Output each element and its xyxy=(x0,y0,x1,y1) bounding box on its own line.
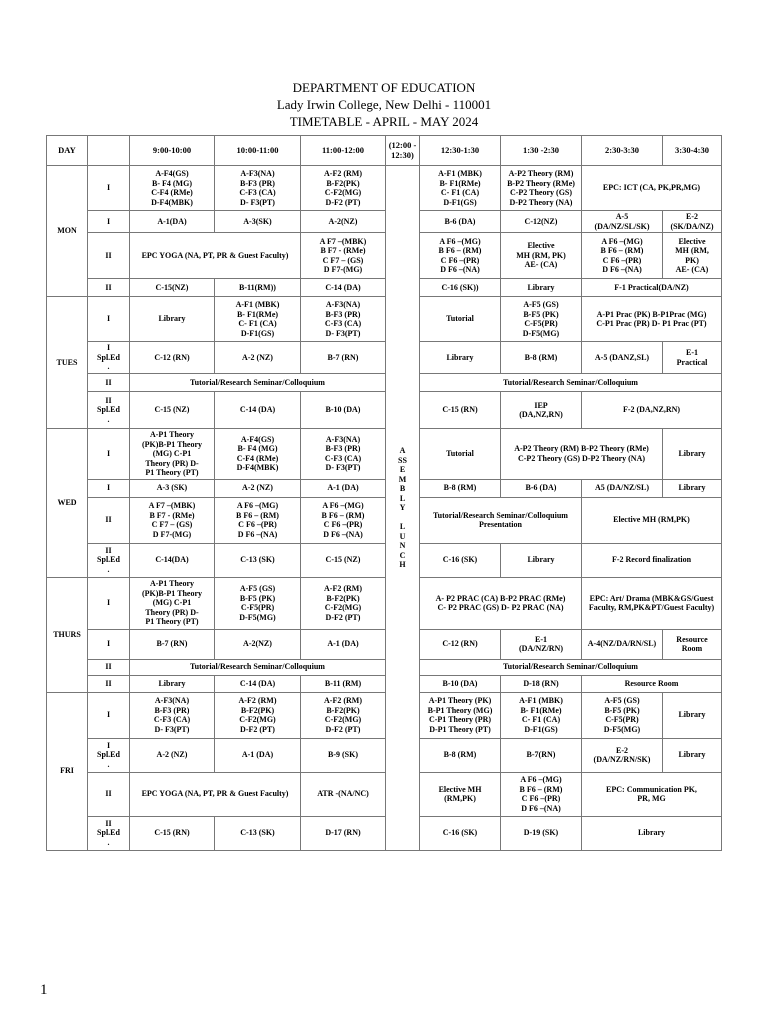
cell: F-2 Record finalization xyxy=(582,543,722,577)
sem-label: I xyxy=(88,429,130,480)
cell: D-19 (SK) xyxy=(501,816,582,850)
table-row xyxy=(47,675,722,692)
cell: A-F1 (MBK) B- F1(RMe) C- F1 (CA) D-F1(GS) xyxy=(501,692,582,738)
cell: A-3(SK) xyxy=(215,211,301,233)
col-230-330: 2:30-3:30 xyxy=(582,136,663,166)
cell: Elective MH (RM, PK) AE- (CA) xyxy=(501,233,582,279)
table-row xyxy=(47,392,722,429)
table-row xyxy=(47,233,722,279)
cell: A F6 –(MG) B F6 – (RM) C F6 –(PR) D F6 –(NA) xyxy=(582,233,663,279)
cell: E-2 (SK/DA/NZ) xyxy=(663,211,722,233)
cell: Tutorial/Research Seminar/Colloquium xyxy=(420,659,722,675)
cell: Resource Room xyxy=(663,629,722,659)
table-row xyxy=(47,738,722,772)
cell: A-F3(NA) B-F3 (PR) C-F3 (CA) D- F3(PT) xyxy=(301,297,386,342)
cell: A-P1 Theory (PK)B-P1 Theory (MG) C-P1 Theory (PR) D- P1 Theory (PT) xyxy=(130,429,215,480)
cell: C-15 (NZ) xyxy=(130,392,215,429)
cell: A F6 –(MG) B F6 – (RM) C F6 –(PR) D F6 –(NA) xyxy=(301,497,386,543)
cell: A-2(NZ) xyxy=(301,211,386,233)
cell: A-F4(GS) B- F4 (MG) C-F4 (RMe) D-F4(MBK) xyxy=(130,166,215,211)
cell: A-F1 (MBK) B- F1(RMe) C- F1 (CA) D-F1(GS) xyxy=(420,166,501,211)
sem-label: II xyxy=(88,675,130,692)
cell: A- P2 PRAC (CA) B-P2 PRAC (RMe) C- P2 PRAC (GS) D- P2 PRAC (NA) xyxy=(420,577,582,629)
cell: A-F3(NA) B-F3 (PR) C-F3 (CA) D- F3(PT) xyxy=(301,429,386,480)
cell: B-8 (RM) xyxy=(501,342,582,374)
cell: B-10 (DA) xyxy=(420,675,501,692)
cell: C-15(NZ) xyxy=(130,279,215,297)
col-11-12: 11:00-12:00 xyxy=(301,136,386,166)
cell: A-F3(NA) B-F3 (PR) C-F3 (CA) D- F3(PT) xyxy=(215,166,301,211)
cell: A-F5 (GS) B-F5 (PK) C-F5(PR) D-F5(MG) xyxy=(582,692,663,738)
cell: A F6 –(MG) B F6 – (RM) C F6 –(PR) D F6 –(NA) xyxy=(501,772,582,816)
col-330-430: 3:30-4:30 xyxy=(663,136,722,166)
cell: B-8 (RM) xyxy=(420,479,501,497)
cell: A-1 (DA) xyxy=(215,738,301,772)
cell: F-2 (DA,NZ,RN) xyxy=(582,392,722,429)
cell: A-F1 (MBK) B- F1(RMe) C- F1 (CA) D-F1(GS) xyxy=(215,297,301,342)
cell: Elective MH (RM,PK) xyxy=(582,497,722,543)
cell: E-1 (DA/NZ/RN) xyxy=(501,629,582,659)
cell: C-15 (RN) xyxy=(420,392,501,429)
assembly-lunch-column: A SS E M B L Y L U N C H xyxy=(386,166,420,851)
cell: A-5 (DA/NZ/SL/SK) xyxy=(582,211,663,233)
cell: C-14(DA) xyxy=(130,543,215,577)
cell: B-6 (DA) xyxy=(501,479,582,497)
cell: B-7 (RN) xyxy=(301,342,386,374)
sem-label: I Spl.Ed . xyxy=(88,738,130,772)
cell: Library xyxy=(663,692,722,738)
cell: C-16 (SK) xyxy=(420,543,501,577)
table-row xyxy=(47,629,722,659)
cell: Tutorial/Research Seminar/Colloquium xyxy=(420,374,722,392)
sem-label: I Spl.Ed . xyxy=(88,342,130,374)
day-fri: FRI xyxy=(47,692,88,850)
table-row xyxy=(47,211,722,233)
table-row xyxy=(47,659,722,675)
cell: C-15 (RN) xyxy=(130,816,215,850)
cell: C-13 (SK) xyxy=(215,543,301,577)
sem-label: II xyxy=(88,659,130,675)
sem-label: I xyxy=(88,297,130,342)
cell: Elective MH (RM, PK) AE- (CA) xyxy=(663,233,722,279)
cell: Library xyxy=(420,342,501,374)
cell: A-F4(GS) B- F4 (MG) C-F4 (RMe) D-F4(MBK) xyxy=(215,429,301,480)
cell: B-11 (RM) xyxy=(301,675,386,692)
sem-label: I xyxy=(88,692,130,738)
cell: A F6 –(MG) B F6 – (RM) C F6 –(PR) D F6 –(NA) xyxy=(215,497,301,543)
timetable xyxy=(46,135,722,851)
table-row xyxy=(47,577,722,629)
cell: IEP (DA,NZ,RN) xyxy=(501,392,582,429)
cell: E-2 (DA/NZ/RN/SK) xyxy=(582,738,663,772)
sem-label: II xyxy=(88,374,130,392)
col-day: DAY xyxy=(47,136,88,166)
cell: A-2 (NZ) xyxy=(215,479,301,497)
col-9-10: 9:00-10:00 xyxy=(130,136,215,166)
cell: Tutorial/Research Seminar/Colloquium xyxy=(130,374,386,392)
cell: D-17 (RN) xyxy=(301,816,386,850)
col-12-1230: (12:00 - 12:30) xyxy=(386,136,420,166)
cell: D-18 (RN) xyxy=(501,675,582,692)
cell: A-1 (DA) xyxy=(301,629,386,659)
cell: B-7(RN) xyxy=(501,738,582,772)
cell: A-4(NZ/DA/RN/SL) xyxy=(582,629,663,659)
cell: A-P1 Theory (PK)B-P1 Theory (MG) C-P1 Theory (PR) D- P1 Theory (PT) xyxy=(130,577,215,629)
cell: C-12 (RN) xyxy=(130,342,215,374)
col-10-11: 10:00-11:00 xyxy=(215,136,301,166)
college-name: Lady Irwin College, New Delhi - 110001 xyxy=(276,97,492,112)
cell: A-1 (DA) xyxy=(301,479,386,497)
cell: C-14 (DA) xyxy=(215,392,301,429)
cell: A-P2 Theory (RM) B-P2 Theory (RMe) C-P2 Theory (GS) D-P2 Theory (NA) xyxy=(501,429,663,480)
table-row xyxy=(47,374,722,392)
cell: Library xyxy=(663,479,722,497)
cell: EPC YOGA (NA, PT, PR & Guest Faculty) xyxy=(130,233,301,279)
cell: E-1 Practical xyxy=(663,342,722,374)
cell: Library xyxy=(663,738,722,772)
cell: A-F5 (GS) B-F5 (PK) C-F5(PR) D-F5(MG) xyxy=(215,577,301,629)
timetable-title: TIMETABLE - APRIL - MAY 2024 xyxy=(289,114,479,129)
cell: A-F2 (RM) B-F2(PK) C-F2(MG) D-F2 (PT) xyxy=(301,692,386,738)
cell: C-14 (DA) xyxy=(215,675,301,692)
cell: A F6 –(MG) B F6 – (RM) C F6 –(PR) D F6 –(NA) xyxy=(420,233,501,279)
table-row xyxy=(47,692,722,738)
sem-label: II xyxy=(88,233,130,279)
col-sem xyxy=(88,136,130,166)
cell: A-5 (DANZ,SL) xyxy=(582,342,663,374)
table-row xyxy=(47,772,722,816)
cell: C-14 (DA) xyxy=(301,279,386,297)
sem-label: I xyxy=(88,166,130,211)
cell: F-1 Practical(DA/NZ) xyxy=(582,279,722,297)
table-row xyxy=(47,166,722,211)
cell: EPC: Art/ Drama (MBK&GS/Guest Faculty, RM,PK&PT/Guest Faculty) xyxy=(582,577,722,629)
table-row xyxy=(47,279,722,297)
table-row xyxy=(47,429,722,480)
table-row xyxy=(47,479,722,497)
cell: A-2 (NZ) xyxy=(130,738,215,772)
cell: C-16 (SK)) xyxy=(420,279,501,297)
cell: A-F5 (GS) B-F5 (PK) C-F5(PR) D-F5(MG) xyxy=(501,297,582,342)
cell: Resource Room xyxy=(582,675,722,692)
sem-label: I xyxy=(88,629,130,659)
sem-label: II xyxy=(88,772,130,816)
cell: Library xyxy=(501,279,582,297)
day-tues: TUES xyxy=(47,297,88,429)
table-row xyxy=(47,297,722,342)
cell: A-F3(NA) B-F3 (PR) C-F3 (CA) D- F3(PT) xyxy=(130,692,215,738)
cell: C-16 (SK) xyxy=(420,816,501,850)
cell: Tutorial xyxy=(420,297,501,342)
cell: C-13 (SK) xyxy=(215,816,301,850)
cell: A F7 –(MBK) B F7 - (RMe) C F7 – (GS) D F7-(MG) xyxy=(130,497,215,543)
day-thurs: THURS xyxy=(47,577,88,692)
cell: A-F2 (RM) B-F2(PK) C-F2(MG) D-F2 (PT) xyxy=(301,166,386,211)
cell: Elective MH (RM,PK) xyxy=(420,772,501,816)
table-row xyxy=(47,497,722,543)
cell: C-12(NZ) xyxy=(501,211,582,233)
cell: Tutorial xyxy=(420,429,501,480)
col-1230-130: 12:30-1:30 xyxy=(420,136,501,166)
department-title: DEPARTMENT OF EDUCATION xyxy=(292,80,476,95)
cell: B-6 (DA) xyxy=(420,211,501,233)
cell: A-F2 (RM) B-F2(PK) C-F2(MG) D-F2 (PT) xyxy=(215,692,301,738)
cell: EPC: Communication PK, PR, MG xyxy=(582,772,722,816)
cell: B-11(RM)) xyxy=(215,279,301,297)
day-mon: MON xyxy=(47,166,88,297)
cell: Library xyxy=(663,429,722,480)
sem-label: II Spl.Ed . xyxy=(88,816,130,850)
table-row xyxy=(47,342,722,374)
cell: A-2 (NZ) xyxy=(215,342,301,374)
cell: A-P1 Prac (PK) B-P1Prac (MG) C-P1 Prac (PR) D- P1 Prac (PT) xyxy=(582,297,722,342)
sem-label: I xyxy=(88,479,130,497)
cell: B-9 (SK) xyxy=(301,738,386,772)
cell: A-P2 Theory (RM) B-P2 Theory (RMe) C-P2 Theory (GS) D-P2 Theory (NA) xyxy=(501,166,582,211)
cell: EPC: ICT (CA, PK,PR,MG) xyxy=(582,166,722,211)
cell: Library xyxy=(130,675,215,692)
cell: A-3 (SK) xyxy=(130,479,215,497)
cell: A F7 –(MBK) B F7 - (RMe) C F7 – (GS) D F7-(MG) xyxy=(301,233,386,279)
table-row xyxy=(47,816,722,850)
cell: A-F2 (RM) B-F2(PK) C-F2(MG) D-F2 (PT) xyxy=(301,577,386,629)
cell: A-P1 Theory (PK) B-P1 Theory (MG) C-P1 Theory (PR) D-P1 Theory (PT) xyxy=(420,692,501,738)
sem-label: I xyxy=(88,577,130,629)
sem-label: II Spl.Ed . xyxy=(88,392,130,429)
cell: EPC YOGA (NA, PT, PR & Guest Faculty) xyxy=(130,772,301,816)
col-130-230: 1:30 -2:30 xyxy=(501,136,582,166)
sem-label: II Spl.Ed . xyxy=(88,543,130,577)
cell: A-2(NZ) xyxy=(215,629,301,659)
header-row xyxy=(47,136,722,166)
sem-label: I xyxy=(88,211,130,233)
cell: B-7 (RN) xyxy=(130,629,215,659)
table-row xyxy=(47,543,722,577)
cell: A5 (DA/NZ/SL) xyxy=(582,479,663,497)
cell: C-15 (NZ) xyxy=(301,543,386,577)
cell: A-1(DA) xyxy=(130,211,215,233)
sem-label: II xyxy=(88,497,130,543)
cell: B-10 (DA) xyxy=(301,392,386,429)
sem-label: II xyxy=(88,279,130,297)
cell: Library xyxy=(582,816,722,850)
cell: Library xyxy=(130,297,215,342)
cell: ATR -(NA/NC) xyxy=(301,772,386,816)
cell: B-8 (RM) xyxy=(420,738,501,772)
page-number: 1 xyxy=(40,982,48,998)
cell: C-12 (RN) xyxy=(420,629,501,659)
cell: Tutorial/Research Seminar/Colloquium xyxy=(130,659,386,675)
cell: Library xyxy=(501,543,582,577)
document-header xyxy=(0,79,768,130)
cell: Tutorial/Research Seminar/Colloquium Presentation xyxy=(420,497,582,543)
day-wed: WED xyxy=(47,429,88,578)
